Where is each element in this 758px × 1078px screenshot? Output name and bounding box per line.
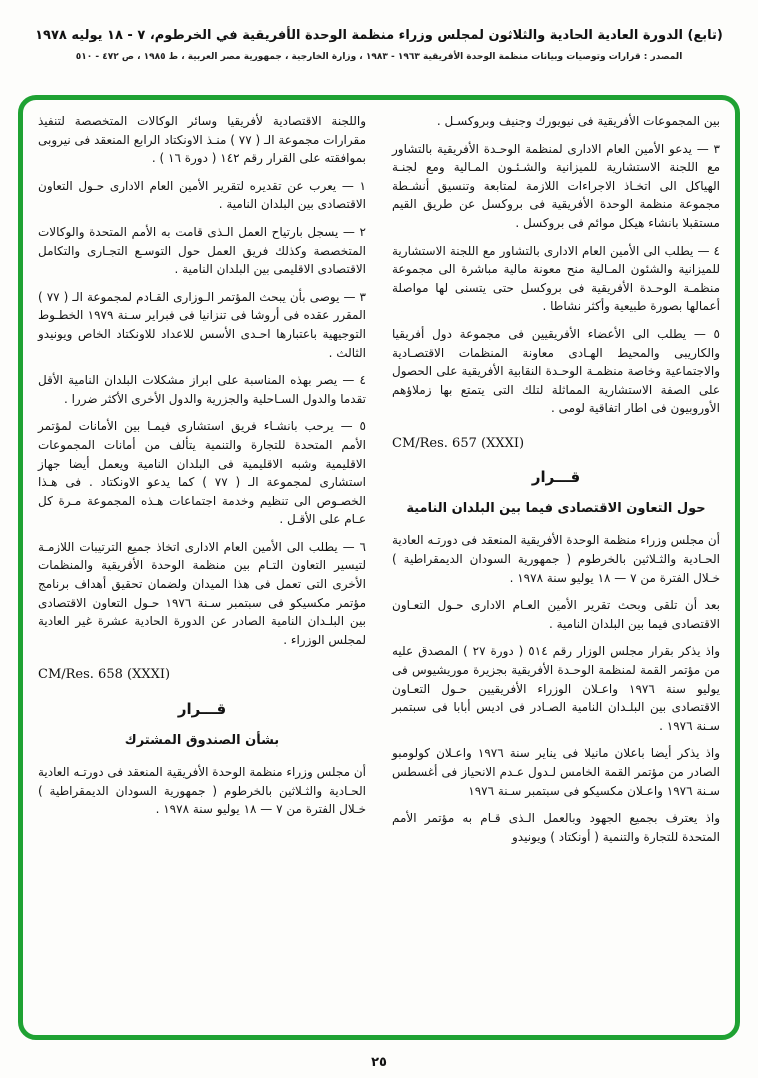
paragraph: واذ يعترف بجميع الجهود وبالعمل الـذى قـام به مؤتمر الأمم المتحدة للتجارة والتنمية ( أونكتاد ) ويونيدو (392, 811, 720, 844)
paragraph: واذ يذكر أيضا باعلان مانيلا فى يناير سنة ١٩٧٦ واعـلان كولومبو الصادر من مؤتمر القمة الخامس لـدول عـدم الانحياز فى أغسطس سـنة ١٩٧٦ واعـلان مكسيكو فى سبتمبر سـنة ١٩٧٦ (392, 746, 720, 798)
paragraph: بعد أن تلقى وبحث تقرير الأمين العـام الادارى حـول التعـاون الاقتصادى فيما بين البلدان النامية . (392, 598, 720, 631)
paragraph: ٤ — يصر بهذه المناسبة على ابراز مشكلات البلدان النامية الأقل تقدما والدول السـاحلية والجزرية والدول الأخرى الأكثر ضررا . (38, 373, 366, 406)
paragraph: أن مجلس وزراء منظمة الوحدة الأفريقية المنعقد فى دورتـه العادية الحـادية والثـلاثين بالخرطوم ( جمهورية السودان الديمقراطية ) خـلال الفترة من ٧ — ١٨ يوليو سنة ١٩٧٨ . (38, 764, 366, 817)
paragraph: ٥ — يطلب الى الأعضاء الأفريقيين فى مجموعة دول أفريقيا والكاريبى والمحيط الهـادى معاونة المنظمات الاقتصـادية والاجتماعية وخاصة منظمـة الوحـدة النقابية الأفريقية على الحصول على الصفة الاستشارية المماثلة لتلك التى يتمتع بها زملاؤهم الأوروبيون فى اطار اتفاقية لومى . (392, 326, 720, 416)
content-frame (18, 95, 740, 1040)
right-column (392, 112, 720, 1023)
paragraph: واللجنة الاقتصادية لأفريقيا وسائر الوكالات المتخصصة لتنفيذ مقرارات مجموعة الـ ( ٧٧ ) منـذ الاونكتاد الرابع المنعقد فى نيروبى بموافقته على القرار رقم ١٤٢ ( دورة ١٦ ) . (38, 114, 366, 166)
resolution-heading: قـــرار (177, 699, 227, 718)
page-header (0, 0, 758, 62)
page-number: ٢٥ (371, 1055, 387, 1070)
resolution-code: CM/Res. 657 (XXXI) (392, 435, 525, 451)
paragraph: ٣ — يدعو الأمين العام الادارى لمنظمة الوحـدة الأفريقية بالتشاور مع اللجنة الاستشارية للميزانية والشـئـون المـالية ومع لجنـة الهياكل الى اتخـاذ الاجراءات اللازمة لمتابعة وتنسيق أنشـطة مجموعة منظمة الوحدة الأفريقية فى بروكسل عن طريق القيم مستقبلا بانشاء هيكل موائم فى بروكسل . (392, 141, 720, 230)
source-line: المصدر : قرارات وتوصيات وبيانات منظمة الوحدة الأفريقية ١٩٦٣ - ١٩٨٣ ، وزارة الخارجية ، جمهورية مصر العربية ، ط ١٩٨٥ ، ص ٤٧٢ - ٥١٠ (75, 52, 683, 62)
text-columns (38, 112, 720, 1023)
resolution-subheading: حول التعاون الاقتصادى فيما بين البلدان النامية (406, 501, 706, 517)
paragraph: بين المجموعات الأفريقية فى نيويورك وجنيف وبروكسـل . (436, 114, 720, 128)
paragraph: أن مجلس وزراء منظمة الوحدة الأفريقية المنعقد فى دورتـه العادية الحـادية والثـلاثين بالخرطوم ( جمهورية السودان الديمقراطية ) خـلال الفترة من ٧ — ١٨ يوليو سنة ١٩٧٨ . (392, 533, 720, 585)
paragraph: ٢ — يسجل بارتياح العمل الـذى قامت به الأمم المتحدة والوكالات المتخصصة وكذلك فريق العمل حول التوسـع التجـارى والتكامل الاقتصادى الاقليمى بين البلدان النامية . (38, 224, 366, 277)
resolution-code: CM/Res. 658 (XXXI) (38, 667, 171, 683)
resolution-heading: قـــرار (531, 468, 581, 487)
paragraph: ٣ — يوصى بأن يبحث المؤتمر الـوزارى القـادم لمجموعة الـ ( ٧٧ ) المقرر عقده فى أروشا فى تنزانيا فى فبراير سـنة ١٩٧٩ الخطـوط التوجيهية باعتبارها احـدى الأسس للاعداد للاونكتاد الخاص ويونيدو الثالث . (38, 289, 366, 360)
paragraph: ١ — يعرب عن تقديره لتقرير الأمين العام الادارى حـول التعاون الاقتصادى بين البلدان النامية . (38, 178, 366, 212)
left-column (38, 112, 366, 1023)
paragraph: واذ يذكر بقرار مجلس الوزار رقم ٥١٤ ( دورة ٢٧ ) المصدق عليه من مؤتمر القمة لمنظمة الوحـدة الأفريقية بجزيرة موريشيوس فى يوليو سنة ١٩٧٦ واعـلان الوزراء الأفريقيين حـول التعـاون الاقتصادى بين البلـدان النامية الصـادر فى اديس أبابا فى سبتمبر سـنة ١٩٧٦ . (392, 644, 720, 733)
paragraph: ٦ — يطلب الى الأمين العام الادارى اتخاذ جميع الترتيبات اللازمـة لتيسير التعاون التـام بين منظمة الوحدة الأفريقية والمنظمات الأخرى التى تعمل فى هذا الميدان ولضمان تحقيق أهداف برنامج مؤتمر مكسيكو فى سبتمبر سـنة ١٩٧٦ حـول التعاون الاقتصادى بين البلـدان النامية الصادر عن الدورة الحادية عشرة غير العادية لمجلس الوزراء . (38, 539, 366, 647)
resolution-subheading: بشأن الصندوق المشترك (124, 732, 280, 748)
paragraph: ٥ — يرحب بانشـاء فريق استشارى فيمـا بين الأمانات لمؤتمر الأمم المتحدة للتجارة والتنمية يتألف من أمانات المجموعات الاقليمية وشبه الاقليمية فى البلدان النامية ويعمل أيضا جهاز استشارى لمجموعة الـ ( ٧٧ ) كما يدعو الاونكتاد . فى هـذا الخصـوص الى تنظيم وخدمة اجتماعات هـذه المجموعة مـرة كل عـام على الأقـل . (38, 419, 367, 527)
document-title: (تابع) الدورة العادية الحادية والثلاثون لمجلس وزراء منظمة الوحدة الأفريقية في الخرطوم، ٧ - ١٨ يوليه ١٩٧٨ (35, 28, 723, 43)
paragraph: ٤ — يطلب الى الأمين العام الادارى بالتشاور مع اللجنة الاستشارية للميزانية والشئون المـالية منح معونة مالية مباشرة الى مجموعة منظمـة الوحـدة الأفريقية فى بروكسل حتى يتسنى لها مواصلة أعمالها بصورة طبيعية وأكثر نشاطا . (392, 243, 720, 314)
